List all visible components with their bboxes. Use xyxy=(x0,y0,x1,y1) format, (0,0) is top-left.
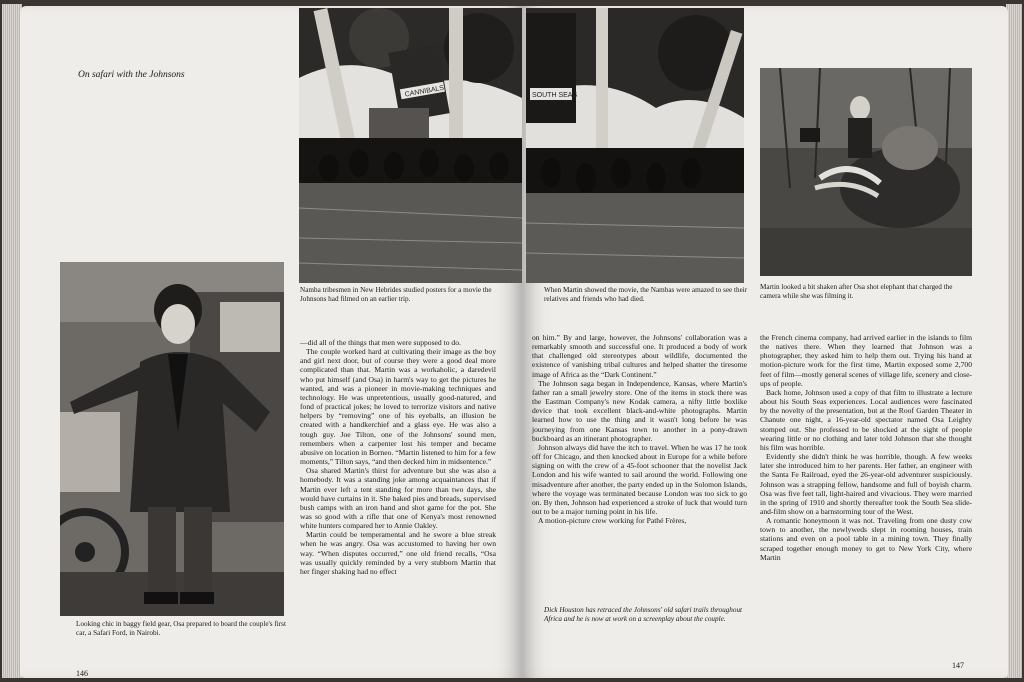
caption-elephant: Martin looked a bit shaken after Osa shot elephant that charged the camera while she was filming it. xyxy=(760,283,953,300)
osa-car-photo xyxy=(60,262,284,616)
col3-paragraph: Evidently she didn't think he was horrible, though. A few weeks later she introduced him to her parents. Her father, an engineer with the Santa Fe Railroad, eyed the 26-year-old adventurer suspiciously. Johnson was a strapping fellow, handsome and full of boyish charm. Osa was five feet tall, light-haired and vivacious. They were married in the spring of 1910 and shortly thereafter took the South Sea slide-and-film show on a barnstorming tour of the West. xyxy=(760,452,972,516)
col1-paragraph: —did all of the things that men were supposed to do. xyxy=(300,338,461,347)
col3-paragraph: A romantic honeymoon it was not. Traveling from one dusty cow town to another, the newlyweds slept in rooming houses, train stations and even on a pool table in a mining town. They finally scraped together enough money to get to New York City, where Martin xyxy=(760,516,972,562)
col2-paragraph: The Johnson saga began in Independence, Kansas, where Martin's father ran a small jewelry store. One of the items in stock there was the Eastman Company's new Kodak camera, a nifty little boxlike device that took excellent black-and-white photographs. Martin learned how to use the thing and it wasn't long before he was journeying from one Kansas town to another in a pony-drawn buckboard as an itinerant photographer. xyxy=(532,378,747,443)
namba-photo-left xyxy=(299,8,522,283)
caption-namba-left: Namba tribesmen in New Hebrides studied posters for a movie the Johnsons had filmed on an earlier trip. xyxy=(300,286,492,303)
caption-namba-right: When Martin showed the movie, the Nambas were amazed to see their relatives and friends who had died. xyxy=(544,286,748,303)
right-page-edge xyxy=(1006,4,1022,678)
col1-paragraph: The couple worked hard at cultivating their image as the boy and girl next door, but of course they were a good deal more complicated than that. Martin was a workaholic, a daredevil who put himself (and Osa) in harm's way to get the pictures he wanted, and was a pioneer in movie-making techniques and technology. He was unpretentious, usually good-natured, and fond of practical jokes; he loved to terrorize visitors and native helpers by “removing” one of his eyeballs, an illusion he created with a handkerchief and a glass eye. He was also a tough guy. Joe Tilton, one of the Johnsons' sound men, remembers when a carpenter lost his temper and became abusive on location in Borneo. “Martin listened to him for a few moments,” Tilton says, “and then decked him in midsentence.” xyxy=(300,347,496,467)
col1-paragraph: Martin could be temperamental and he swore a blue streak when he was angry. Osa was accustomed to having her own way. “When disputes occurred,” one old friend recalls, “Osa was usually quickly reminded by a very stubborn Martin that her finger shaking had no effect xyxy=(300,530,496,576)
col3-paragraph: the French cinema company, had arrived earlier in the islands to film the natives there. When they learned that Johnson was a photographer, they asked him to help them out. Trying his hand at motion-picture work for the first time, Martin exposed some 2,700 feet of film—mostly general scenes of village life, scenery and close-ups of people. xyxy=(760,333,972,388)
left-page xyxy=(20,6,522,678)
col2-paragraph: on him.” By and large, however, the Johnsons' collaboration was a remarkably smooth and successful one. It produced a body of work that challenged old stereotypes about wildlife, documented the existence of vanishing tribal cultures and helped shatter the tiresome image of Africa as the “Dark Continent.” xyxy=(532,333,747,379)
poster-label-south-seas: SOUTH SEAS xyxy=(532,92,578,99)
article-column-3 xyxy=(760,333,972,562)
running-head: On safari with the Johnsons xyxy=(78,70,185,80)
left-page-edge xyxy=(2,4,22,678)
col2-paragraph: A motion-picture crew working for Pathé Frères, xyxy=(538,516,687,526)
right-page xyxy=(522,6,1008,678)
author-note: Dick Houston has retraced the Johnsons' old safari trails throughout Africa and he is now at work on a screenplay about the couple. xyxy=(544,606,743,623)
namba-photo-right xyxy=(526,8,744,283)
elephant-photo xyxy=(760,68,972,276)
article-column-2 xyxy=(532,333,747,525)
caption-osa: Looking chic in baggy field gear, Osa prepared to board the couple's first car, a Safari Ford, in Nairobi. xyxy=(76,620,286,637)
article-column-1 xyxy=(300,338,496,576)
page-number-left: 146 xyxy=(76,669,88,678)
page-number-right: 147 xyxy=(952,661,964,670)
col2-paragraph: Johnson always did have the itch to travel. When he was 17 he took off for Chicago, and then knocked about in Europe for a while before signing on with the crew of a 45-foot schooner that the novelist Jack London and his wife wanted to sail around the world. Following one misadventure after another, the party ended up in the Solomon Islands, where the voyage was terminated because London was too sick to go on. By then, Johnson had experienced a stroke of luck that would turn out to be a major turning point in his life. xyxy=(532,442,747,516)
col1-paragraph: Osa shared Martin's thirst for adventure but she was also a homebody. It was a standing joke among acquaintances that if Martin ever left a tent standing for more than two days, she would have curtains in it. She baked pies and breads, supervised bush camps with an iron hand and shot game for the pot. She was so good with a rifle that one of Kenya's most renowned white hunters compared her to Annie Oakley. xyxy=(300,466,496,531)
poster-label-cannibals: CANNIBALS xyxy=(404,84,445,99)
col3-paragraph: Back home, Johnson used a copy of that film to illustrate a lecture about his South Seas experiences. Local audiences were fascinated by the novelty of the presentation, but at the Roof Garden Theater in Chanute one night, a 16-year-old spectator named Osa Leighty stomped out. She professed to be shocked at the sight of people wearing little or no clothing and later told Johnson that she thought his film was horrible. xyxy=(760,387,972,452)
